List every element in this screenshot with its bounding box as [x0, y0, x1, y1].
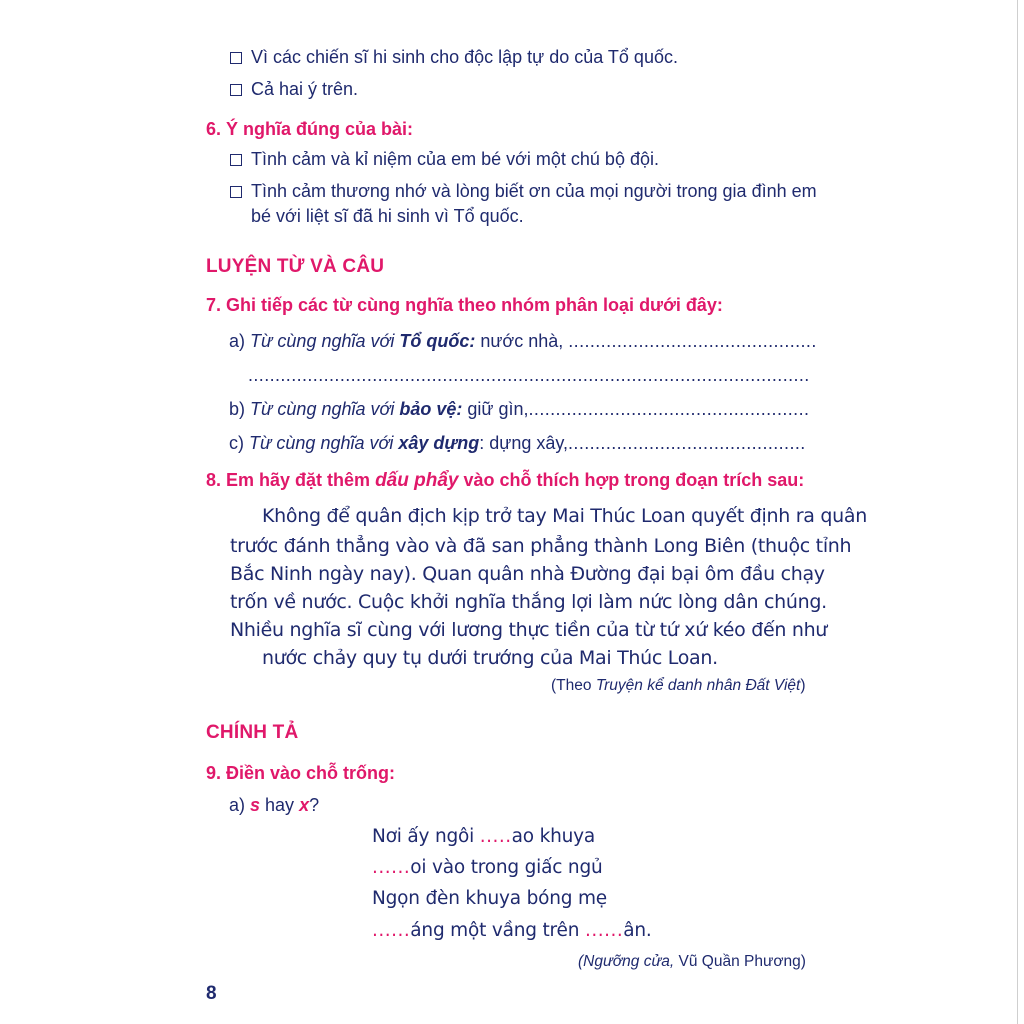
q9-item-a: a) s hay x? — [229, 795, 320, 815]
checkbox[interactable] — [230, 154, 242, 166]
question-8-title: 8. Em hãy đặt thêm dấu phẩy vào chỗ thích hợp trong đoạn trích sau: — [206, 470, 805, 491]
checkbox[interactable] — [230, 186, 242, 198]
passage-line-3: Bắc Ninh ngày nay). Quan quân nhà Đường đại bại ôm đầu chạy — [230, 563, 825, 585]
poem-blank[interactable]: ...... — [584, 920, 624, 941]
q7-item-b: b) Từ cùng nghĩa với bảo vệ: giữ gìn,.................................................... — [229, 399, 810, 419]
poem-blank[interactable]: ...... — [372, 920, 411, 941]
poem-source: (Ngưỡng cửa, Vũ Quần Phương) — [578, 953, 806, 970]
q7-a-answer-blank-2[interactable]: ........................................................................................................ — [248, 365, 810, 385]
page-number: 8 — [206, 983, 217, 1004]
question-7-title: 7. Ghi tiếp các từ cùng nghĩa theo nhóm phân loại dưới đây: — [206, 295, 723, 315]
q5-option-1[interactable]: Vì các chiến sĩ hi sinh cho độc lập tự do của Tổ quốc. — [230, 47, 678, 68]
passage-line-5: Nhiều nghĩa sĩ cùng với lương thực tiền của từ tứ xứ kéo đến như — [230, 619, 828, 641]
question-9-title: 9. Điền vào chỗ trống: — [206, 763, 396, 783]
q7-item-c: c) Từ cùng nghĩa với xây dựng: dựng xây,............................................ — [229, 433, 806, 453]
checkbox[interactable] — [230, 52, 242, 64]
poem-blank[interactable]: ...... — [372, 857, 411, 878]
page-edge — [1017, 0, 1018, 1024]
checkbox[interactable] — [230, 84, 242, 96]
passage-line-2: trước đánh thẳng vào và đã san phẳng thành Long Biên (thuộc tỉnh — [230, 535, 852, 557]
section-heading-luyen-tu-va-cau: LUYỆN TỪ VÀ CÂU — [206, 256, 385, 277]
poem-blank[interactable]: ..... — [479, 826, 512, 847]
question-6-title: 6. Ý nghĩa đúng của bài: — [206, 119, 414, 139]
passage-line-4: trốn về nước. Cuộc khởi nghĩa thắng lợi làm nức lòng dân chúng. — [230, 591, 827, 613]
q6-option-2[interactable]: Tình cảm thương nhớ và lòng biết ơn của mọi người trong gia đình em — [230, 181, 817, 202]
passage-line-1: Không để quân địch kịp trở tay Mai Thúc Loan quyết định ra quân — [262, 505, 867, 527]
q5-option-2[interactable]: Cả hai ý trên. — [230, 79, 358, 100]
q7-a-answer-blank[interactable]: .............................................. — [568, 331, 817, 351]
passage-line-6: nước chảy quy tụ dưới trướng của Mai Thúc Loan. — [262, 647, 718, 669]
q6-option-2-continued: bé với liệt sĩ đã hi sinh vì Tổ quốc. — [251, 206, 524, 226]
poem-line-2: ......oi vào trong giấc ngủ — [372, 857, 603, 878]
section-heading-chinh-ta: CHÍNH TẢ — [206, 722, 299, 743]
q7-c-answer-blank[interactable]: ............................................ — [568, 433, 806, 453]
q7-item-a: a) Từ cùng nghĩa với Tổ quốc: nước nhà, .............................................. — [229, 331, 817, 351]
passage-source: (Theo Truyện kể danh nhân Đất Việt) — [551, 677, 806, 694]
poem-line-3: Ngọn đèn khuya bóng mẹ — [372, 888, 607, 909]
poem-line-1: Nơi ấy ngôi .....ao khuya — [372, 826, 596, 847]
q6-option-1[interactable]: Tình cảm và kỉ niệm của em bé với một chú bộ đội. — [230, 149, 659, 170]
q7-b-answer-blank[interactable]: .................................................... — [528, 399, 810, 419]
poem-line-4: ......áng một vầng trên ......ân. — [372, 920, 652, 941]
